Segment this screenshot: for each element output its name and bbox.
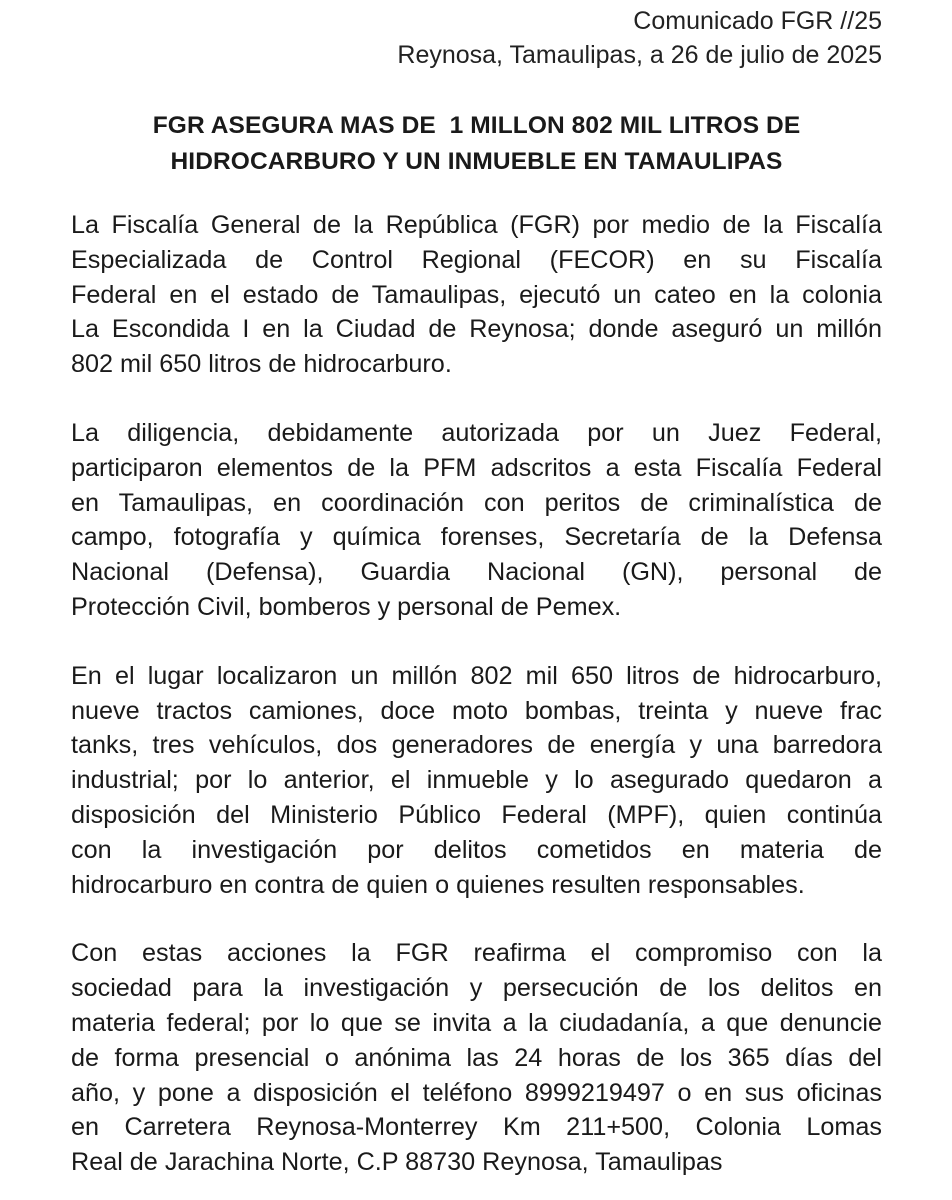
- paragraph-line: Con estas acciones la FGR reafirma el compromiso con la: [71, 939, 882, 968]
- paragraph-line: La Fiscalía General de la República (FGR) por medio de la Fiscalía: [71, 211, 882, 239]
- paragraph-line: La Escondida I en la Ciudad de Reynosa; donde aseguró un millón: [71, 315, 882, 344]
- place-and-date: Reynosa, Tamaulipas, a 26 de julio de 2025: [397, 41, 882, 69]
- paragraph-line: en Tamaulipas, en coordinación con peritos de criminalística de: [71, 488, 882, 517]
- paragraph-line: Federal en el estado de Tamaulipas, ejecutó un cateo en la colonia: [71, 280, 882, 309]
- paragraph-line: industrial; por lo anterior, el inmueble y lo asegurado quedaron a: [71, 766, 882, 795]
- paragraph-line: Nacional (Defensa), Guardia Nacional (GN), personal de: [71, 558, 882, 587]
- paragraph-line: La diligencia, debidamente autorizada por un Juez Federal,: [71, 418, 882, 447]
- paragraph-line: materia federal; por lo que se invita a la ciudadanía, a que denuncie: [71, 1008, 882, 1037]
- paragraph-line: nueve tractos camiones, doce moto bombas, treinta y nueve frac: [71, 696, 882, 725]
- paragraph-line: participaron elementos de la PFM adscritos a esta Fiscalía Federal: [71, 453, 882, 482]
- paragraph-line: hidrocarburo en contra de quien o quienes resulten responsables.: [71, 870, 805, 899]
- paragraph-line: año, y pone a disposición el teléfono 8999219497 o en sus oficinas: [71, 1078, 882, 1107]
- paragraph-3: [71, 659, 882, 903]
- paragraph-line: tanks, tres vehículos, dos generadores de energía y una barredora: [71, 731, 882, 760]
- paragraph-line: Real de Jarachina Norte, C.P 88730 Reynosa, Tamaulipas: [71, 1148, 723, 1177]
- paragraph-line: en Carretera Reynosa-Monterrey Km 211+500, Colonia Lomas: [71, 1113, 882, 1142]
- paragraph-line: En el lugar localizaron un millón 802 mil 650 litros de hidrocarburo,: [71, 661, 882, 690]
- paragraph-line: de forma presencial o anónima las 24 horas de los 365 días del: [71, 1043, 882, 1072]
- paragraph-line: 802 mil 650 litros de hidrocarburo.: [71, 350, 452, 379]
- headline-line-2: HIDROCARBURO Y UN INMUEBLE EN TAMAULIPAS: [170, 148, 783, 175]
- paragraph-1: [71, 208, 882, 382]
- headline-line-1: FGR ASEGURA MAS DE 1 MILLON 802 MIL LITROS DE: [152, 112, 801, 139]
- paragraph-2: [71, 416, 882, 625]
- paragraph-line: disposición del Ministerio Público Federal (MPF), quien continúa: [71, 800, 882, 829]
- paragraph-line: con la investigación por delitos cometidos en materia de: [71, 835, 882, 864]
- paragraph-line: campo, fotografía y química forenses, Secretaría de la Defensa: [71, 523, 882, 552]
- paragraph-line: sociedad para la investigación y persecución de los delitos en: [71, 974, 882, 1003]
- communique-number: Comunicado FGR //25: [633, 7, 882, 35]
- document-header: [71, 4, 882, 72]
- headline: [71, 108, 882, 180]
- paragraph-4: [71, 936, 882, 1180]
- paragraph-line: Especializada de Control Regional (FECOR) en su Fiscalía: [71, 245, 882, 274]
- paragraph-line: Protección Civil, bomberos y personal de Pemex.: [71, 592, 622, 621]
